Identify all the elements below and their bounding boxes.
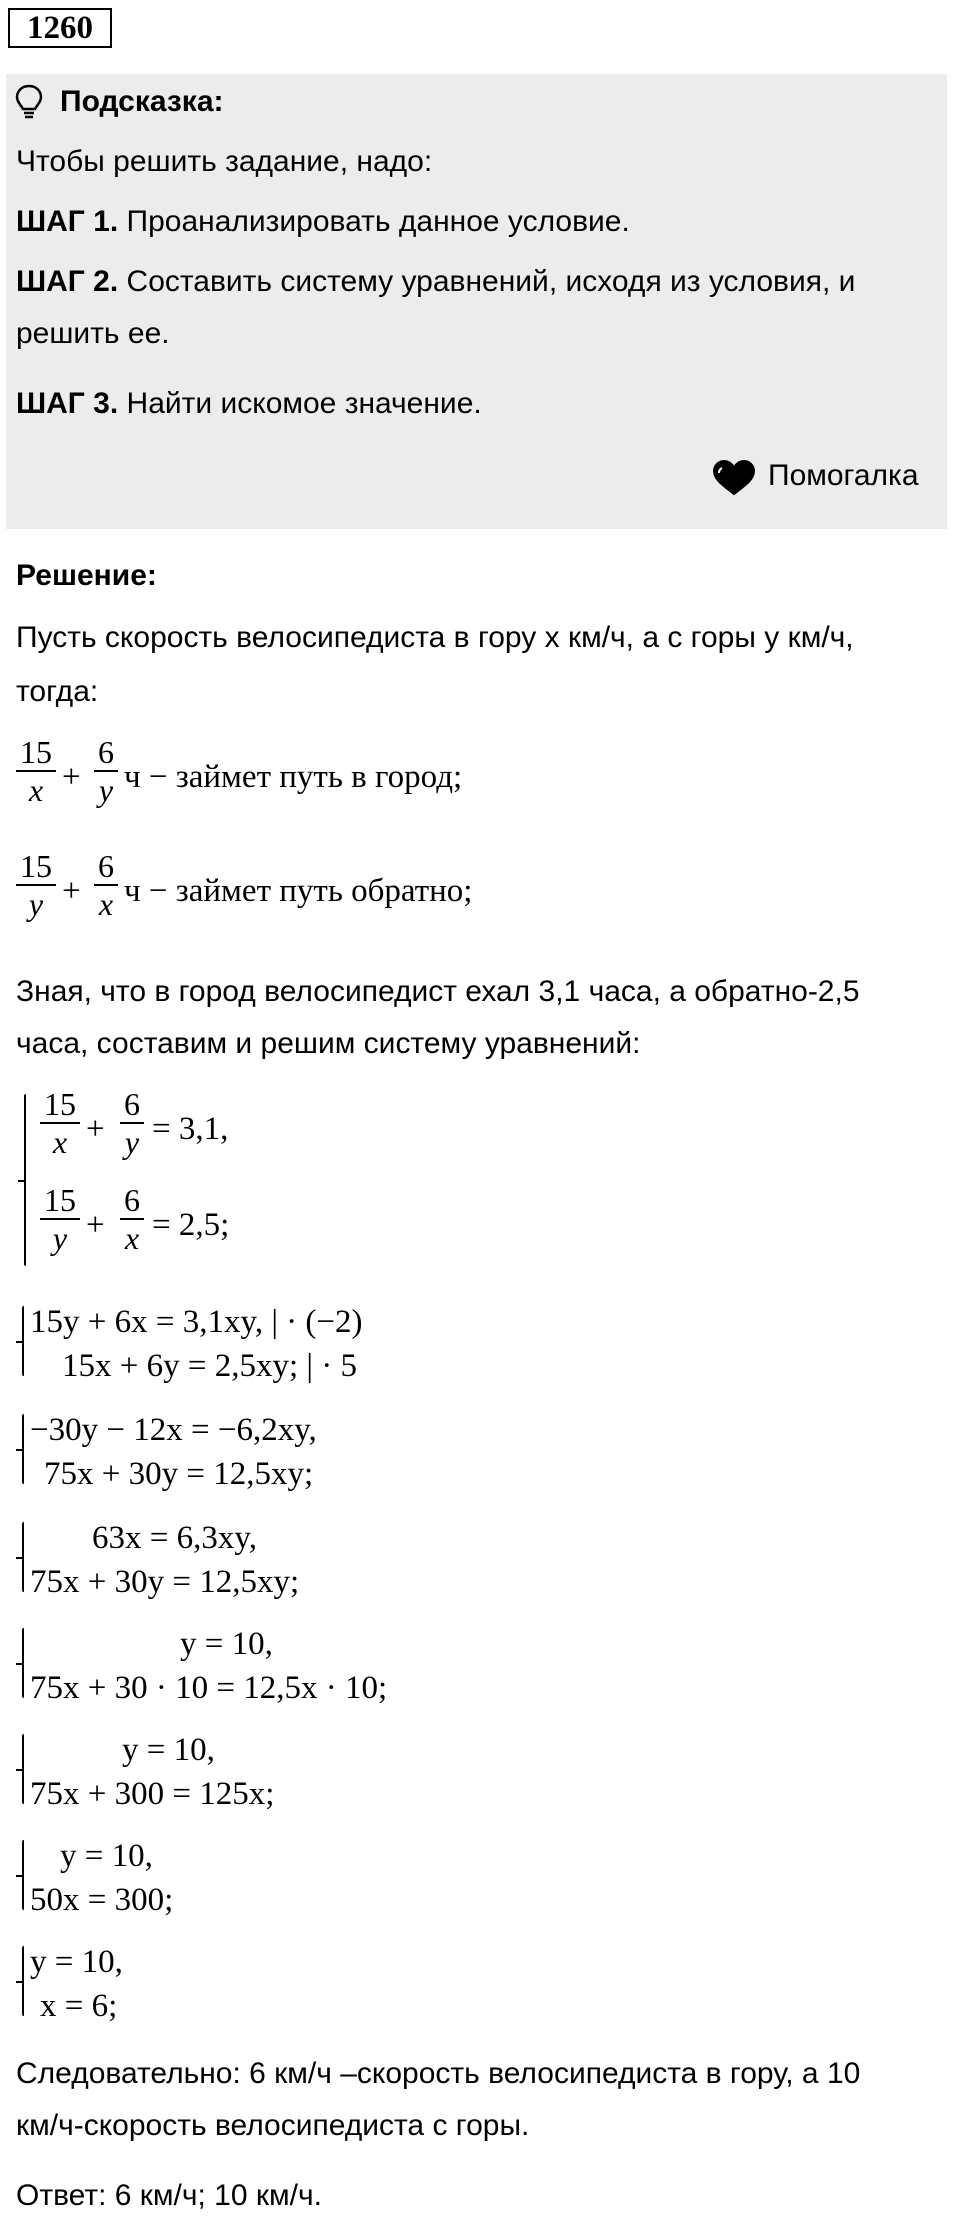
system-8-line-1: y = 10,: [30, 1944, 123, 1980]
system-3-line-1: −30y − 12x = −6,2xy,: [30, 1412, 317, 1448]
system-brace: [22, 1946, 24, 2016]
plus-sign: +: [86, 1207, 105, 1243]
fraction-6-x: 6 x: [94, 848, 118, 922]
system-brace: [22, 1734, 24, 1804]
system-1-rhs-2: = 2,5;: [152, 1207, 230, 1243]
plus-sign: +: [62, 759, 81, 795]
fraction-15-y: 15 y: [40, 1182, 80, 1256]
fraction-6-y: 6 y: [94, 734, 118, 808]
paragraph-2-line-2: часа, составим и решим систему уравнений:: [16, 1027, 641, 1060]
helper-label: Помогалка: [768, 459, 919, 492]
step-3-label: ШАГ 3.: [16, 387, 119, 420]
system-2-line-1: 15y + 6x = 3,1xy, | · (−2): [30, 1304, 363, 1340]
system-2-line-2: 15x + 6y = 2,5xy; | · 5: [62, 1348, 357, 1384]
expression-1-text: ч − займет путь в город;: [124, 759, 463, 795]
step-2-label: ШАГ 2.: [16, 265, 119, 298]
fraction-6-y: 6 y: [120, 1086, 144, 1160]
system-6-line-1: y = 10,: [122, 1732, 215, 1768]
paragraph-1-line-1: Пусть скорость велосипедиста в гору x км/ч, а с горы y км/ч,: [16, 621, 854, 654]
plus-sign: +: [86, 1111, 105, 1147]
paragraph-1-line-2: тогда:: [16, 675, 99, 708]
system-1-rhs-1: = 3,1,: [152, 1111, 229, 1147]
conclusion-line-1: Следовательно: 6 км/ч –скорость велосипедиста в гору, а 10: [16, 2057, 861, 2090]
answer: Ответ: 6 км/ч; 10 км/ч.: [16, 2179, 322, 2212]
system-6-line-2: 75x + 300 = 125x;: [30, 1776, 275, 1812]
plus-sign: +: [62, 873, 81, 909]
system-7-line-1: y = 10,: [60, 1838, 153, 1874]
system-5-line-2: 75x + 30 · 10 = 12,5x · 10;: [30, 1670, 388, 1706]
step-1-label: ШАГ 1.: [16, 205, 119, 238]
system-5-line-1: y = 10,: [180, 1626, 273, 1662]
system-brace: [22, 1628, 24, 1698]
heart-icon: [712, 460, 756, 501]
step-1-text: Проанализировать данное условие.: [126, 205, 630, 238]
lightbulb-icon: [14, 84, 44, 125]
system-brace: [22, 1840, 24, 1910]
fraction-6-x: 6 x: [120, 1182, 144, 1256]
hint-step-1: [16, 202, 630, 242]
fraction-15-x: 15 x: [40, 1086, 80, 1160]
hint-step-3: [16, 384, 482, 424]
step-2-text-cont: решить ее.: [16, 317, 170, 350]
hint-title: Подсказка:: [60, 85, 224, 118]
hint-step-2: [16, 262, 855, 302]
expression-2-text: ч − займет путь обратно;: [124, 873, 473, 909]
solution-heading: Решение:: [16, 559, 157, 592]
system-brace: [22, 1522, 24, 1592]
system-8-line-2: x = 6;: [40, 1988, 118, 2024]
system-4-line-1: 63x = 6,3xy,: [92, 1520, 257, 1556]
system-brace: [22, 1414, 24, 1484]
hint-intro: Чтобы решить задание, надо:: [16, 145, 433, 178]
task-number: 1260: [8, 8, 112, 48]
system-brace: [22, 1306, 24, 1376]
system-3-line-2: 75x + 30y = 12,5xy;: [44, 1456, 314, 1492]
fraction-15-x: 15 x: [16, 734, 56, 808]
fraction-15-y: 15 y: [16, 848, 56, 922]
step-3-text: Найти искомое значение.: [126, 387, 482, 420]
conclusion-line-2: км/ч-скорость велосипедиста с горы.: [16, 2109, 530, 2142]
step-2-text: Составить систему уравнений, исходя из условия, и: [126, 265, 856, 298]
system-brace: [24, 1094, 26, 1266]
paragraph-2-line-1: Зная, что в город велосипедист ехал 3,1 часа, а обратно-2,5: [16, 975, 860, 1008]
system-7-line-2: 50x = 300;: [30, 1882, 174, 1918]
system-4-line-2: 75x + 30y = 12,5xy;: [30, 1564, 300, 1600]
